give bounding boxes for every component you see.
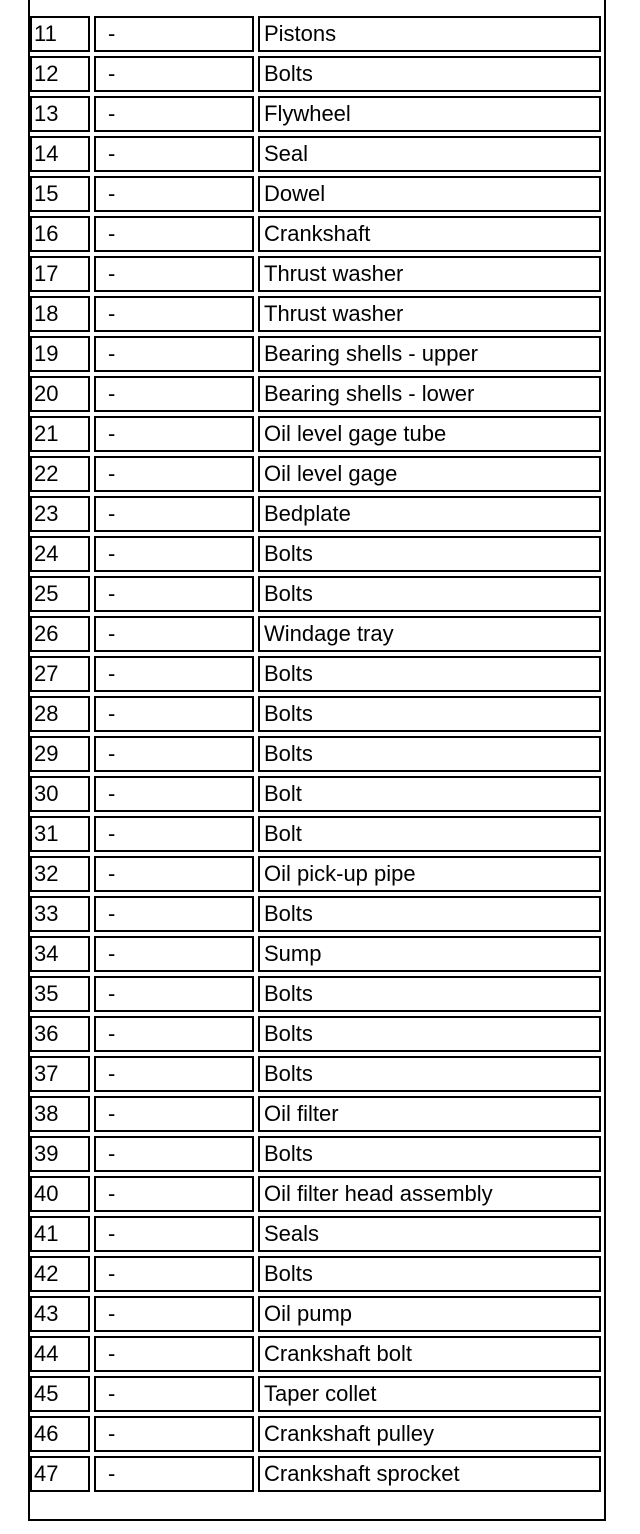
part-description-cell: Crankshaft sprocket <box>258 1456 601 1492</box>
separator-cell: - <box>94 56 254 92</box>
separator-cell: - <box>94 376 254 412</box>
table-row <box>30 696 601 732</box>
table-row <box>30 1176 601 1212</box>
part-number-cell: 24 <box>30 536 90 572</box>
separator-cell: - <box>94 1416 254 1452</box>
part-number-cell: 45 <box>30 1376 90 1412</box>
part-description-cell: Bolts <box>258 536 601 572</box>
table-row <box>30 56 601 92</box>
part-number-cell: 25 <box>30 576 90 612</box>
part-description-cell: Crankshaft pulley <box>258 1416 601 1452</box>
part-description-cell: Crankshaft <box>258 216 601 252</box>
table-row <box>30 336 601 372</box>
part-number-cell: 40 <box>30 1176 90 1212</box>
part-number-cell: 36 <box>30 1016 90 1052</box>
table-row <box>30 896 601 932</box>
part-number-cell: 13 <box>30 96 90 132</box>
part-number-cell: 33 <box>30 896 90 932</box>
part-number-cell: 35 <box>30 976 90 1012</box>
separator-cell: - <box>94 656 254 692</box>
separator-cell: - <box>94 1376 254 1412</box>
separator-cell: - <box>94 776 254 812</box>
table-row <box>30 456 601 492</box>
table-row <box>30 96 601 132</box>
part-description-cell: Bolts <box>258 1256 601 1292</box>
separator-cell: - <box>94 536 254 572</box>
separator-cell: - <box>94 616 254 652</box>
table-row <box>30 136 601 172</box>
part-number-cell: 27 <box>30 656 90 692</box>
table-row <box>30 176 601 212</box>
table-row <box>30 1336 601 1372</box>
separator-cell: - <box>94 416 254 452</box>
part-description-cell: Bolts <box>258 896 601 932</box>
part-description-cell: Bolt <box>258 776 601 812</box>
table-row <box>30 496 601 532</box>
part-number-cell: 46 <box>30 1416 90 1452</box>
table-row <box>30 1296 601 1332</box>
table-row <box>30 1416 601 1452</box>
part-description-cell: Oil pump <box>258 1296 601 1332</box>
table-row <box>30 1376 601 1412</box>
table-row <box>30 536 601 572</box>
table-row <box>30 296 601 332</box>
part-description-cell: Crankshaft bolt <box>258 1336 601 1372</box>
part-description-cell: Bolts <box>258 56 601 92</box>
separator-cell: - <box>94 456 254 492</box>
part-number-cell: 38 <box>30 1096 90 1132</box>
separator-cell: - <box>94 336 254 372</box>
part-number-cell: 42 <box>30 1256 90 1292</box>
part-number-cell: 12 <box>30 56 90 92</box>
table-row <box>30 1056 601 1092</box>
part-number-cell: 41 <box>30 1216 90 1252</box>
table-row <box>30 936 601 972</box>
part-number-cell: 31 <box>30 816 90 852</box>
part-description-cell: Pistons <box>258 16 601 52</box>
part-number-cell: 23 <box>30 496 90 532</box>
table-row <box>30 776 601 812</box>
part-number-cell: 16 <box>30 216 90 252</box>
part-number-cell: 15 <box>30 176 90 212</box>
separator-cell: - <box>94 256 254 292</box>
separator-cell: - <box>94 96 254 132</box>
part-description-cell: Bolts <box>258 1056 601 1092</box>
part-description-cell: Thrust washer <box>258 256 601 292</box>
separator-cell: - <box>94 696 254 732</box>
table-row <box>30 1096 601 1132</box>
table-row <box>30 376 601 412</box>
part-description-cell: Thrust washer <box>258 296 601 332</box>
separator-cell: - <box>94 216 254 252</box>
part-number-cell: 14 <box>30 136 90 172</box>
separator-cell: - <box>94 936 254 972</box>
part-description-cell: Taper collet <box>258 1376 601 1412</box>
part-description-cell: Bolt <box>258 816 601 852</box>
part-description-cell: Bolts <box>258 656 601 692</box>
part-description-cell: Bearing shells - lower <box>258 376 601 412</box>
separator-cell: - <box>94 1296 254 1332</box>
separator-cell: - <box>94 16 254 52</box>
separator-cell: - <box>94 856 254 892</box>
part-description-cell: Oil filter <box>258 1096 601 1132</box>
part-description-cell: Oil filter head assembly <box>258 1176 601 1212</box>
table-row <box>30 1456 601 1492</box>
part-number-cell: 19 <box>30 336 90 372</box>
table-row <box>30 256 601 292</box>
separator-cell: - <box>94 496 254 532</box>
part-description-cell: Windage tray <box>258 616 601 652</box>
part-number-cell: 29 <box>30 736 90 772</box>
part-number-cell: 20 <box>30 376 90 412</box>
separator-cell: - <box>94 816 254 852</box>
part-number-cell: 30 <box>30 776 90 812</box>
part-description-cell: Seal <box>258 136 601 172</box>
table-row <box>30 1216 601 1252</box>
table-row <box>30 1256 601 1292</box>
separator-cell: - <box>94 1256 254 1292</box>
table-row <box>30 976 601 1012</box>
separator-cell: - <box>94 296 254 332</box>
part-description-cell: Bolts <box>258 1136 601 1172</box>
part-description-cell: Bolts <box>258 736 601 772</box>
part-description-cell: Seals <box>258 1216 601 1252</box>
table-row <box>30 216 601 252</box>
part-number-cell: 32 <box>30 856 90 892</box>
table-row <box>30 656 601 692</box>
part-description-cell: Bedplate <box>258 496 601 532</box>
part-number-cell: 11 <box>30 16 90 52</box>
part-description-cell: Bolts <box>258 696 601 732</box>
part-description-cell: Bolts <box>258 576 601 612</box>
part-number-cell: 47 <box>30 1456 90 1492</box>
part-description-cell: Bearing shells - upper <box>258 336 601 372</box>
table-row <box>30 16 601 52</box>
separator-cell: - <box>94 176 254 212</box>
part-description-cell: Sump <box>258 936 601 972</box>
part-number-cell: 17 <box>30 256 90 292</box>
part-number-cell: 28 <box>30 696 90 732</box>
part-number-cell: 21 <box>30 416 90 452</box>
part-description-cell: Dowel <box>258 176 601 212</box>
table-row <box>30 1016 601 1052</box>
separator-cell: - <box>94 896 254 932</box>
table-row <box>30 616 601 652</box>
separator-cell: - <box>94 1016 254 1052</box>
table-row <box>30 1136 601 1172</box>
part-number-cell: 34 <box>30 936 90 972</box>
table-row <box>30 576 601 612</box>
part-number-cell: 39 <box>30 1136 90 1172</box>
separator-cell: - <box>94 1176 254 1212</box>
part-description-cell: Oil pick-up pipe <box>258 856 601 892</box>
part-description-cell: Bolts <box>258 1016 601 1052</box>
part-description-cell: Flywheel <box>258 96 601 132</box>
part-number-cell: 18 <box>30 296 90 332</box>
part-number-cell: 37 <box>30 1056 90 1092</box>
table-row <box>30 736 601 772</box>
part-number-cell: 43 <box>30 1296 90 1332</box>
part-description-cell: Oil level gage tube <box>258 416 601 452</box>
table-row <box>30 856 601 892</box>
part-description-cell: Bolts <box>258 976 601 1012</box>
separator-cell: - <box>94 1216 254 1252</box>
part-description-cell: Oil level gage <box>258 456 601 492</box>
separator-cell: - <box>94 136 254 172</box>
separator-cell: - <box>94 976 254 1012</box>
parts-legend-body <box>30 16 601 1492</box>
table-row <box>30 416 601 452</box>
table-row <box>30 816 601 852</box>
separator-cell: - <box>94 576 254 612</box>
separator-cell: - <box>94 1136 254 1172</box>
separator-cell: - <box>94 1456 254 1492</box>
parts-legend-table <box>26 12 605 1496</box>
separator-cell: - <box>94 1056 254 1092</box>
separator-cell: - <box>94 736 254 772</box>
part-number-cell: 44 <box>30 1336 90 1372</box>
part-number-cell: 26 <box>30 616 90 652</box>
separator-cell: - <box>94 1336 254 1372</box>
separator-cell: - <box>94 1096 254 1132</box>
part-number-cell: 22 <box>30 456 90 492</box>
